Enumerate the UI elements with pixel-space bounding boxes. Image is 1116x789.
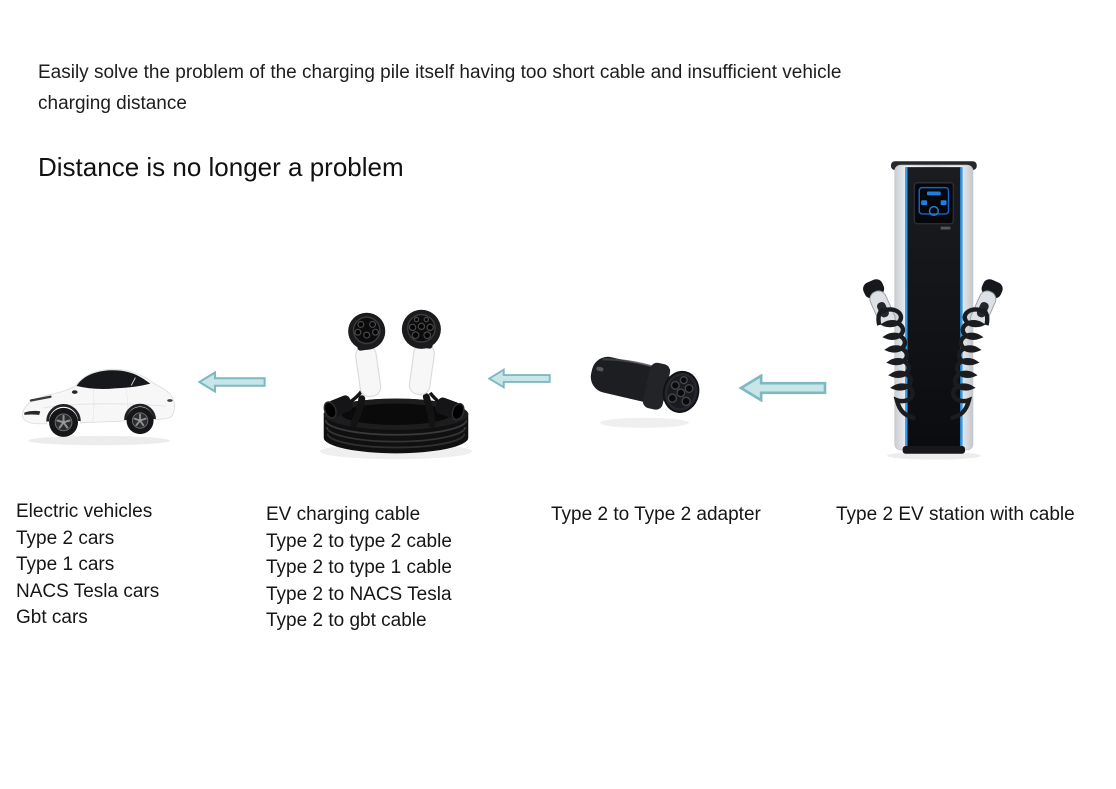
station-blue-stripe — [905, 167, 907, 448]
vehicles-label — [16, 499, 159, 632]
label-line: Type 2 to gbt cable — [266, 610, 427, 631]
label-line: Gbt cars — [16, 607, 88, 628]
cable-label — [266, 502, 452, 635]
charging-cable-illustration — [313, 302, 479, 465]
car-rear-wheel — [127, 407, 154, 434]
car-shadow — [28, 436, 170, 445]
adapter-body — [586, 349, 703, 419]
adapter-shadow — [600, 418, 689, 428]
label-line: Type 2 to Type 2 adapter — [551, 504, 761, 525]
charging-station-illustration — [850, 157, 1006, 460]
left-arrow-icon — [488, 368, 551, 389]
station-label — [836, 502, 1075, 529]
electric-car-illustration — [15, 350, 183, 450]
station-base — [903, 446, 965, 454]
adapter-illustration — [584, 344, 710, 430]
car-front-wheel — [49, 408, 78, 437]
headline: Distance is no longer a problem — [38, 152, 404, 182]
label-line: Type 2 to type 1 cable — [266, 557, 452, 578]
label-line: EV charging cable — [266, 504, 421, 525]
label-line: Electric vehicles — [16, 501, 153, 522]
station-screen — [914, 183, 953, 230]
label-line: Type 1 cars — [16, 554, 115, 575]
adapter-label — [551, 502, 761, 529]
label-line: Type 2 to NACS Tesla — [266, 583, 452, 605]
left-arrow-icon — [736, 374, 830, 402]
left-arrow-icon — [198, 371, 266, 393]
station-blue-stripe — [960, 167, 962, 448]
label-line: Type 2 cars — [16, 527, 115, 549]
intro-text: Easily solve the problem of the charging pile itself having too short cable and insufficient vehicle charging distance — [38, 62, 842, 114]
label-line: Type 2 EV station with cable — [836, 504, 1075, 525]
label-line: Type 2 to type 2 cable — [266, 530, 452, 552]
label-line: NACS Tesla cars — [16, 580, 160, 602]
car-mirror — [72, 390, 78, 394]
